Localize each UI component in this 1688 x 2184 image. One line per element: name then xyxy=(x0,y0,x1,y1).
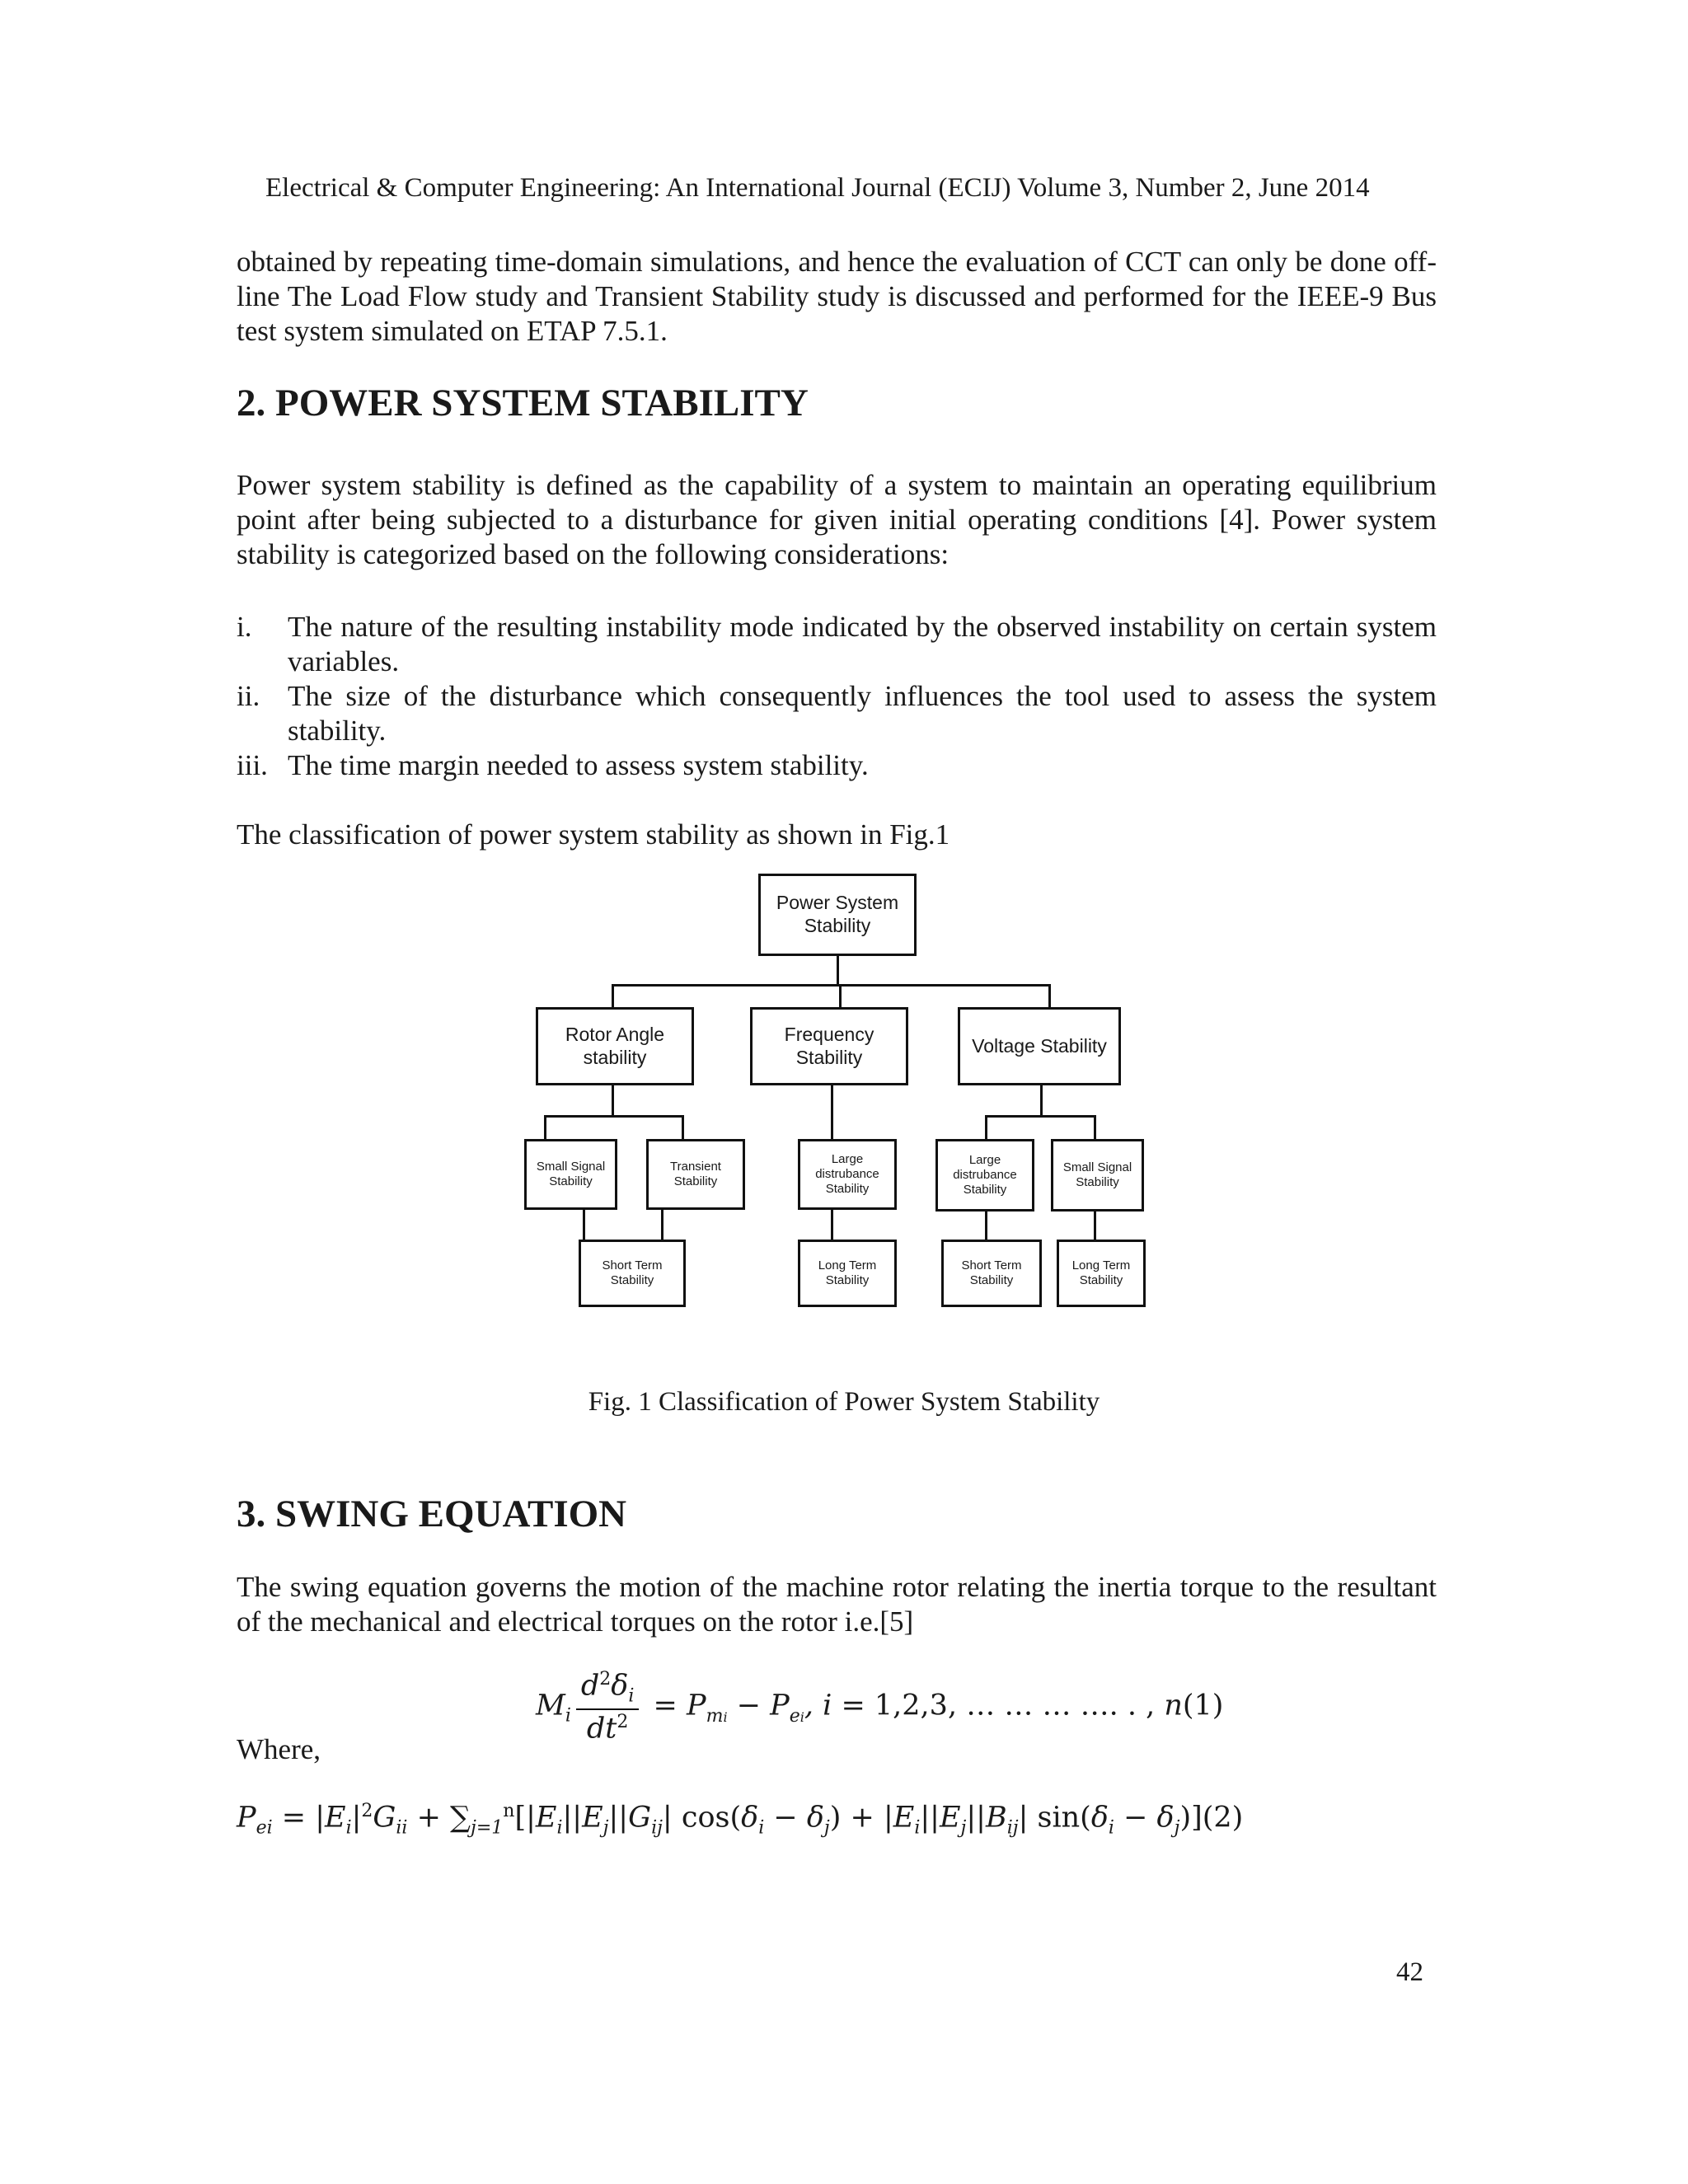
short-term-voltage-box: Short Term Stability xyxy=(941,1240,1042,1307)
rotor-angle-stability-box: Rotor Angle stability xyxy=(536,1007,694,1085)
list-item-number: iii. xyxy=(237,749,268,781)
section-2-paragraph: Power system stability is defined as the capability of a system to maintain an operating equilibrium point after being subjected to a disturbance for given initial operating conditions [4]. Power system stability is categorized based on the following considerations: xyxy=(237,469,1437,570)
frequency-stability-box: Frequency Stability xyxy=(750,1007,908,1085)
list-item xyxy=(237,679,1437,748)
large-disturbance-frequency-box: Large distrubance Stability xyxy=(798,1139,897,1210)
stability-classification-diagram xyxy=(495,874,1170,1335)
long-term-frequency-box: Long Term Stability xyxy=(798,1240,897,1307)
list-item-text: The time margin needed to assess system stability. xyxy=(288,749,869,781)
list-item-number: i. xyxy=(237,611,252,643)
electrical-power-equation: $P_{ei} = |E_i|^2G_{ii} + \sum_{j=1}^n[|E_i||E_j||G_{ij}|$ $\cos(\delta_i - \delta_j) + |E_i||E_j||B_{ij}|$ $\sin(\delta_i - \delta_j)](2)$ xyxy=(237,1801,1244,1839)
connector-line xyxy=(544,1115,684,1118)
transient-stability-box: Transient Stability xyxy=(646,1139,745,1210)
connector-line xyxy=(985,1115,987,1140)
connector-line xyxy=(1040,1084,1043,1117)
consideration-list xyxy=(237,610,1437,783)
section-3-paragraph: The swing equation governs the motion of the machine rotor relating the inertia torque to the resultant of the mechanical and electrical torques on the rotor i.e.[5] xyxy=(237,1571,1437,1638)
connector-line xyxy=(831,1084,833,1141)
connector-line xyxy=(612,984,614,1009)
connector-line xyxy=(985,1115,1096,1118)
list-item-number: ii. xyxy=(237,680,260,712)
figure-intro: The classification of power system stability as shown in Fig.1 xyxy=(237,818,950,851)
swing-equation: $M_i$ $\frac{d^2\delta_i}{dt^2}$ = $P_{mi} - P_{ei}$, i = 1,2,3, … … … …. . , n(1) xyxy=(536,1669,1224,1746)
list-item-text: The size of the disturbance which consequently influences the tool used to assess the system stability. xyxy=(288,680,1437,747)
connector-line xyxy=(612,984,1051,987)
short-term-stability-box: Short Term Stability xyxy=(579,1240,686,1307)
connector-line xyxy=(839,984,842,1009)
intro-paragraph: obtained by repeating time-domain simulations, and hence the evaluation of CCT can only be done off-line The Load Flow study and Transient Stability study is discussed and performed for the IEEE-9 Bus test system simulated on ETAP 7.5.1. xyxy=(237,246,1437,347)
connector-line xyxy=(661,1208,663,1241)
page-header: Electrical & Computer Engineering: An International Journal (ECIJ) Volume 3, Number 2, June 2014 xyxy=(265,173,1370,203)
list-item-text: The nature of the resulting instability mode indicated by the observed instability on certain system variables. xyxy=(288,611,1437,677)
small-signal-voltage-box: Small Signal Stability xyxy=(1051,1139,1144,1212)
connector-line xyxy=(583,1208,585,1241)
connector-line xyxy=(985,1208,987,1241)
connector-line xyxy=(1094,1115,1096,1140)
connector-line xyxy=(1048,984,1051,1009)
connector-line xyxy=(837,956,839,986)
where-label: Where, xyxy=(237,1733,321,1765)
section-2-heading: 2. POWER SYSTEM STABILITY xyxy=(237,382,809,424)
connector-line xyxy=(612,1084,614,1117)
connector-line xyxy=(682,1115,684,1140)
page-number: 42 xyxy=(1396,1957,1423,1987)
connector-line xyxy=(1094,1208,1096,1241)
connector-line xyxy=(831,1208,833,1241)
list-item xyxy=(237,748,1437,783)
voltage-stability-box: Voltage Stability xyxy=(958,1007,1121,1085)
connector-line xyxy=(544,1115,546,1140)
section-3-heading: 3. SWING EQUATION xyxy=(237,1493,627,1535)
long-term-voltage-box: Long Term Stability xyxy=(1057,1240,1146,1307)
power-system-stability-box: Power System Stability xyxy=(758,874,917,956)
figure-caption: Fig. 1 Classification of Power System Stability xyxy=(588,1387,1100,1417)
large-disturbance-voltage-box: Large distrubance Stability xyxy=(935,1139,1034,1212)
small-signal-stability-box: Small Signal Stability xyxy=(524,1139,617,1210)
list-item xyxy=(237,610,1437,679)
